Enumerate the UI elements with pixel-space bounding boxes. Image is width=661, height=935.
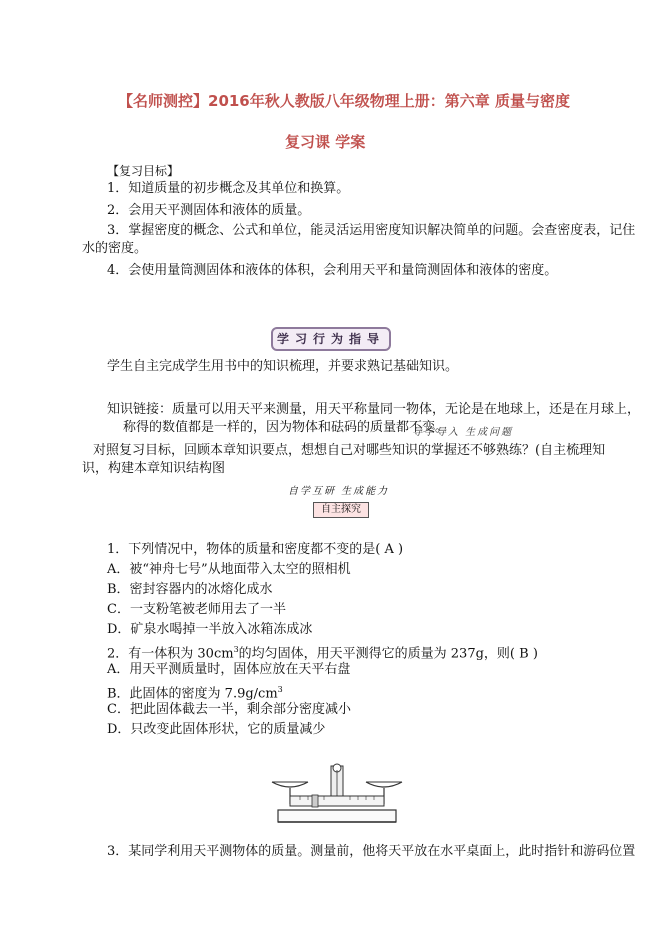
goal-item-3-cont: 水的密度。 bbox=[82, 241, 148, 256]
balance-illustration bbox=[268, 760, 406, 830]
q1-option-b: B．密封容器内的冰熔化成水 bbox=[107, 582, 273, 597]
q1-stem: 1．下列情况中，物体的质量和密度都不变的是( A ) bbox=[107, 542, 404, 557]
q1-option-a: A．被“神舟七号”从地面带入太空的照相机 bbox=[107, 562, 351, 577]
q2-option-b: B．此固体的密度为 $7.9g/cm^3$ bbox=[107, 685, 283, 702]
self-explore-tag: 自主探究 bbox=[313, 502, 369, 518]
q2-stem: 2．有一体积为 $30cm^3$的均匀固体，用天平测得它的质量为 237g，则( B ) bbox=[107, 645, 538, 662]
self-study-note: 自学互研 生成能力 bbox=[288, 486, 390, 497]
q1-option-d: D．矿泉水喝掉一半放入冰箱冻成冰 bbox=[107, 622, 313, 637]
review-line2: 识，构建本章知识结构图 bbox=[82, 461, 226, 476]
review-line1: 对照复习目标，回顾本章知识要点，想想自己对哪些知识的掌握还不够熟练？(自主梳理知 bbox=[93, 443, 606, 458]
overlay-note: 导学导入 生成问题 bbox=[412, 427, 514, 438]
q1-option-c: C．一支粉笔被老师用去了一半 bbox=[107, 602, 286, 617]
goal-item-3: 3．掌握密度的概念、公式和单位，能灵活运用密度知识解决简单的问题。会查密度表，记住 bbox=[107, 223, 636, 238]
page-title: 【名师测控】2016年秋人教版八年级物理上册：第六章 质量与密度 bbox=[118, 92, 570, 110]
q2-option-d: D．只改变此固体形状，它的质量减少 bbox=[107, 722, 326, 737]
goal-item-4: 4．会使用量筒测固体和液体的体积，会利用天平和量筒测固体和液体的密度。 bbox=[107, 263, 558, 278]
goal-item-2: 2．会用天平测固体和液体的质量。 bbox=[107, 203, 311, 218]
knowledge-link-line1: 知识链接：质量可以用天平来测量，用天平称量同一物体，无论是在地球上，还是在月球上， bbox=[107, 402, 641, 417]
q2-option-c: C．把此固体截去一半，剩余部分密度减小 bbox=[107, 702, 351, 717]
study-guide-banner: 学习行为指导 bbox=[271, 327, 391, 351]
q2-option-a: A．用天平测质量时，固体应放在天平右盘 bbox=[107, 662, 351, 677]
q3-stem: 3．某同学利用天平测物体的质量。测量前，他将天平放在水平桌面上，此时指针和游码位置 bbox=[107, 844, 636, 859]
goal-item-1: 1．知道质量的初步概念及其单位和换算。 bbox=[107, 181, 350, 196]
page-subtitle: 复习课 学案 bbox=[285, 133, 366, 151]
goals-heading: 【复习目标】 bbox=[107, 164, 180, 178]
knowledge-link-line2: 称得的数值都是一样的，因为物体和砝码的质量都不变。 bbox=[123, 420, 449, 435]
guide-intro: 学生自主完成学生用书中的知识梳理，并要求熟记基础知识。 bbox=[107, 359, 459, 374]
